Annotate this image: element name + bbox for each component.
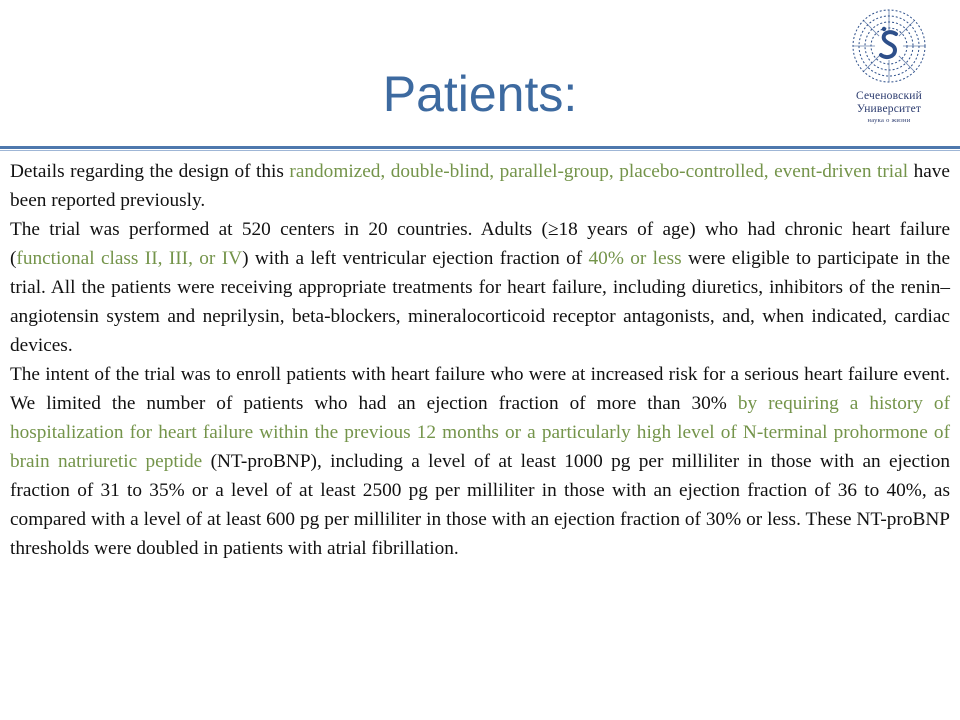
university-logo <box>840 6 938 124</box>
text-segment: ) with a left ventricular ejection fraction of <box>242 248 589 269</box>
text-segment: The trial was performed at 520 centers in 20 countries. Adults (≥18 years of age) who had chronic heart failure ( <box>10 219 950 269</box>
highlighted-text: randomized, double-blind, parallel-group, placebo-controlled, event-driven trial <box>289 161 909 182</box>
text-segment: Details regarding the design of this <box>10 161 290 182</box>
paragraph-design <box>10 157 950 215</box>
body-text <box>10 157 950 563</box>
paragraph-enrollment <box>10 360 950 563</box>
slide-title: Patients: <box>382 66 578 122</box>
text-segment: (NT-proBNP), including a level of at least 1000 pg per milliliter in those with an ejection fraction of 31 to 35% or a level of at least 2500 pg per milliliter in those with an ejection fraction of 36 to 40%, as compared with a level of at least 600 pg per milliliter in those with an ejection fraction of 30% or less. These NT-proBNP thresholds were doubled in patients with atrial fibrillation. <box>10 451 950 559</box>
logo-tagline: наука о жизни <box>867 117 911 124</box>
highlighted-text: functional class II, III, or IV <box>16 248 243 269</box>
text-segment: The intent of the trial was to enroll patients with heart failure who were at increased risk for a serious heart failure event. We limited the number of patients who had an ejection fraction of more than 30% <box>10 364 950 414</box>
logo-line-2: Университет <box>856 103 922 115</box>
text-segment: were eligible to participate in the trial. All the patients were receiving appropriate treatments for heart failure, including diuretics, inhibitors of the renin–angiotensin system and neprilysin, beta-blockers, mineralocorticoid receptor antagonists, and, when indicated, cardiac devices. <box>10 248 951 356</box>
university-seal-icon <box>846 6 932 92</box>
text-segment: have been reported previously. <box>10 161 950 211</box>
logo-line-1: Сеченовский <box>856 90 922 102</box>
paragraph-eligibility <box>10 215 950 360</box>
highlighted-text: 40% or less <box>588 248 682 269</box>
highlighted-text: by requiring a history of hospitalization for heart failure within the previous 12 months or a particularly high level of N-terminal prohormone of brain natriuretic peptide <box>10 393 950 472</box>
title-divider-thin <box>0 150 960 151</box>
title-divider <box>0 146 960 149</box>
